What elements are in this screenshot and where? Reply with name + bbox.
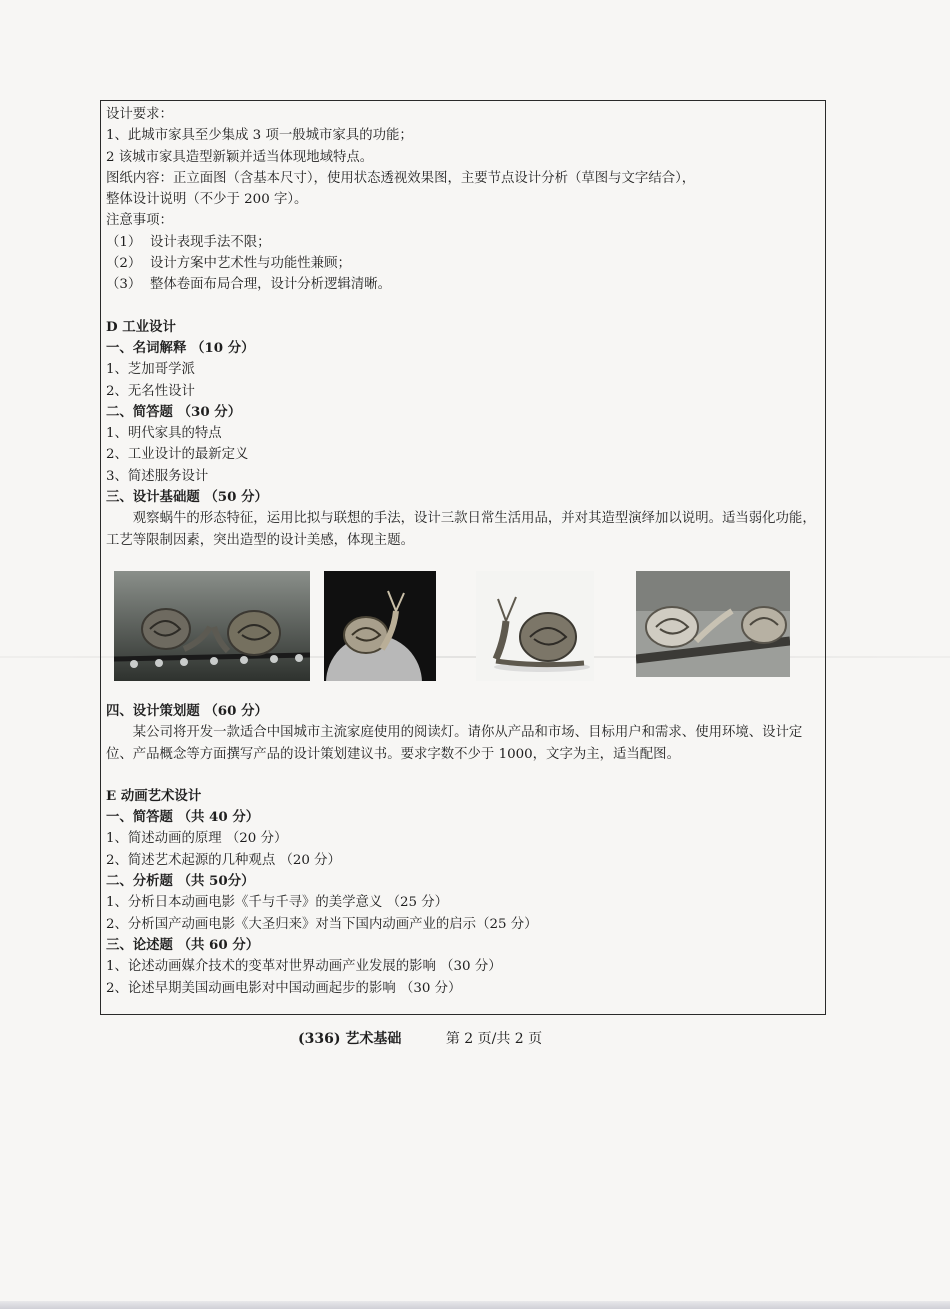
question-item: 2、简述艺术起源的几种观点 （20 分）	[106, 852, 341, 868]
note-item	[106, 253, 818, 274]
section-d-part2-heading: 二、简答题 （30 分）	[106, 403, 242, 420]
question-item: 3、简述服务设计	[106, 468, 209, 484]
drawing-content: 图纸内容：正立面图（含基本尺寸），使用状态透视效果图，主要节点设计分析（草图与文字结合），	[106, 170, 696, 186]
note-item	[106, 274, 818, 295]
question-item: 1、论述动画媒介技术的变革对世界动画产业发展的影响 （30 分）	[106, 959, 502, 975]
question-item: 2、无名性设计	[106, 383, 195, 399]
snail-photo-on-branch	[636, 571, 790, 677]
section-d-part1-heading: 一、名词解释 （10 分）	[106, 339, 255, 356]
exam-content	[106, 104, 818, 999]
note-number: （1）	[106, 234, 142, 250]
question-item: 1、明代家具的特点	[106, 426, 222, 442]
drawing-content-cont: 整体设计说明（不少于 200 字）。	[106, 192, 308, 208]
section-e-title: E 动画艺术设计	[106, 787, 202, 804]
question-item: 2、工业设计的最新定义	[106, 447, 249, 463]
section-e-part1-heading: 一、简答题 （共 40 分）	[106, 809, 260, 826]
design-requirements-title: 设计要求：	[106, 107, 173, 122]
section-d-part4-heading: 四、设计策划题 （60 分）	[106, 702, 268, 719]
section-d-title: D 工业设计	[106, 318, 176, 335]
requirement-2: 2 该城市家具造型新颖并适当体现地域特点。	[106, 149, 374, 165]
note-number: （2）	[106, 256, 142, 272]
exam-code-subject: (336) 艺术基础	[298, 1031, 402, 1047]
scan-bottom-edge	[0, 1301, 950, 1309]
note-item	[106, 232, 818, 253]
snail-photo-on-sphere	[324, 571, 436, 681]
question-item: 2、分析国产动画电影《大圣归来》对当下国内动画产业的启示（25 分）	[106, 916, 538, 932]
section-d-part3-heading: 三、设计基础题 （50 分）	[106, 489, 268, 506]
note-text: 设计表现手法不限；	[150, 234, 271, 250]
section-e-part3-heading: 三、论述题 （共 60 分）	[106, 936, 260, 953]
page-footer	[298, 1028, 548, 1048]
snail-photo-pair-dewdrops	[114, 571, 310, 681]
note-number: （3）	[106, 277, 142, 293]
note-text: 设计方案中艺术性与功能性兼顾；	[150, 256, 351, 272]
snail-reference-photos	[106, 561, 818, 701]
design-basics-prompt: 观察蜗牛的形态特征，运用比拟与联想的手法，设计三款日常生活用品，并对其造型演绎加以说明。适当弱化功能，工艺等限制因素，突出造型的设计美感，体现主题。	[106, 511, 816, 548]
notes-title: 注意事项：	[106, 213, 173, 229]
design-planning-prompt: 某公司将开发一款适合中国城市主流家庭使用的阅读灯。请你从产品和市场、目标用户和需求、使用环境、设计定位、产品概念等方面撰写产品的设计策划建议书。要求字数不少于 1000，文字为主，适当配图。	[106, 725, 803, 762]
question-item: 1、芝加哥学派	[106, 362, 195, 378]
question-item: 2、论述早期美国动画电影对中国动画起步的影响 （30 分）	[106, 980, 462, 996]
snail-photo-white-background	[476, 571, 594, 681]
section-e-part2-heading: 二、分析题 （共 50分）	[106, 873, 255, 890]
question-item: 1、简述动画的原理 （20 分）	[106, 831, 288, 847]
question-item: 1、分析日本动画电影《千与千寻》的美学意义 （25 分）	[106, 895, 449, 911]
note-text: 整体卷面布局合理，设计分析逻辑清晰。	[150, 277, 392, 293]
page-number: 第 2 页/共 2 页	[445, 1031, 543, 1047]
requirement-1: 1、此城市家具至少集成 3 项一般城市家具的功能；	[106, 128, 413, 144]
